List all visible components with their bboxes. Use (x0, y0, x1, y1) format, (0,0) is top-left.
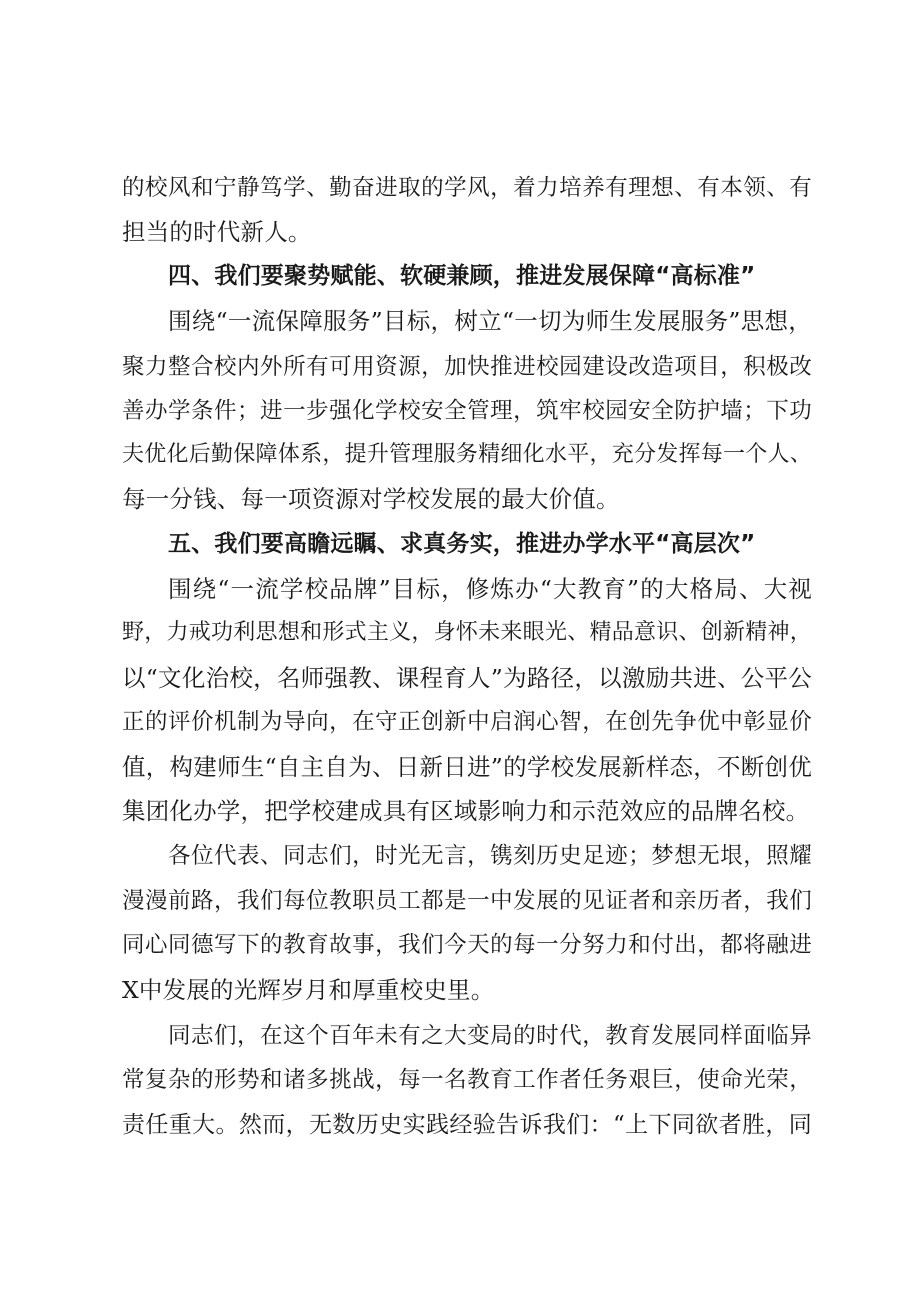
paragraph-line: 围绕“一流保障服务”目标，树立“一切为师生发展服务”思想， (168, 307, 812, 335)
paragraph-line: 漫漫前路，我们每位教职员工都是一中发展的见证者和亲历者，我们 (122, 888, 812, 914)
paragraph-line: 同志们，在这个百年未有之大变局的时代，教育发展同样面临异 (168, 1023, 812, 1049)
paragraph-line: 野，力戒功利思想和形式主义，身怀未来眼光、精品意识、创新精神， (122, 620, 812, 645)
section-heading-5: 五、我们要高瞻远瞩、求真务实，推进办学水平“高层次” (168, 531, 756, 557)
paragraph-line: 以“文化治校，名师强教、课程育人”为路径，以激励共进、公平公 (122, 664, 812, 692)
paragraph-line: 值，构建师生“自主自为、日新日进”的学校发展新样态，不断创优 (122, 753, 812, 781)
section-heading-4: 四、我们要聚势赋能、软硬兼顾，推进发展保障“高标准” (168, 263, 756, 289)
paragraph-line: 担当的时代新人。 (122, 218, 312, 246)
paragraph-line: 聚力整合校内外所有可用资源，加快推进校园建设改造项目，积极改 (122, 354, 812, 380)
paragraph-line: 集团化办学，把学校建成具有区域影响力和示范效应的品牌名校。 (122, 797, 810, 825)
paragraph-line: 责任重大。然而，无数历史实践经验告诉我们：“上下同欲者胜，同 (122, 1112, 812, 1138)
paragraph-line: 善办学条件；进一步强化学校安全管理，筑牢校园安全防护墙；下功 (122, 398, 812, 424)
paragraph-line: 的校风和宁静笃学、勤奋进取的学风，着力培养有理想、有本领、有 (122, 175, 812, 201)
paragraph-line: 围绕“一流学校品牌”目标，修炼办“大教育”的大格局、大视 (168, 575, 812, 603)
paragraph-line: 各位代表、同志们，时光无言，镌刻历史足迹；梦想无垠，照耀 (168, 843, 812, 869)
paragraph-line: 每一分钱、每一项资源对学校发展的最大价值。 (122, 485, 620, 513)
paragraph-line: 夫优化后勤保障体系，提升管理服务精细化水平，充分发挥每一个人、 (122, 442, 812, 467)
paragraph-line: 正的评价机制为导向，在守正创新中启润心智，在创先争优中彰显价 (122, 709, 812, 735)
paragraph-line: 常复杂的形势和诸多挑战，每一名教育工作者任务艰巨，使命光荣， (122, 1067, 812, 1093)
paragraph-line: X中发展的光辉岁月和厚重校史里。 (122, 976, 495, 1004)
paragraph-line: 同心同德写下的教育故事，我们今天的每一分努力和付出，都将融进 (122, 932, 812, 958)
